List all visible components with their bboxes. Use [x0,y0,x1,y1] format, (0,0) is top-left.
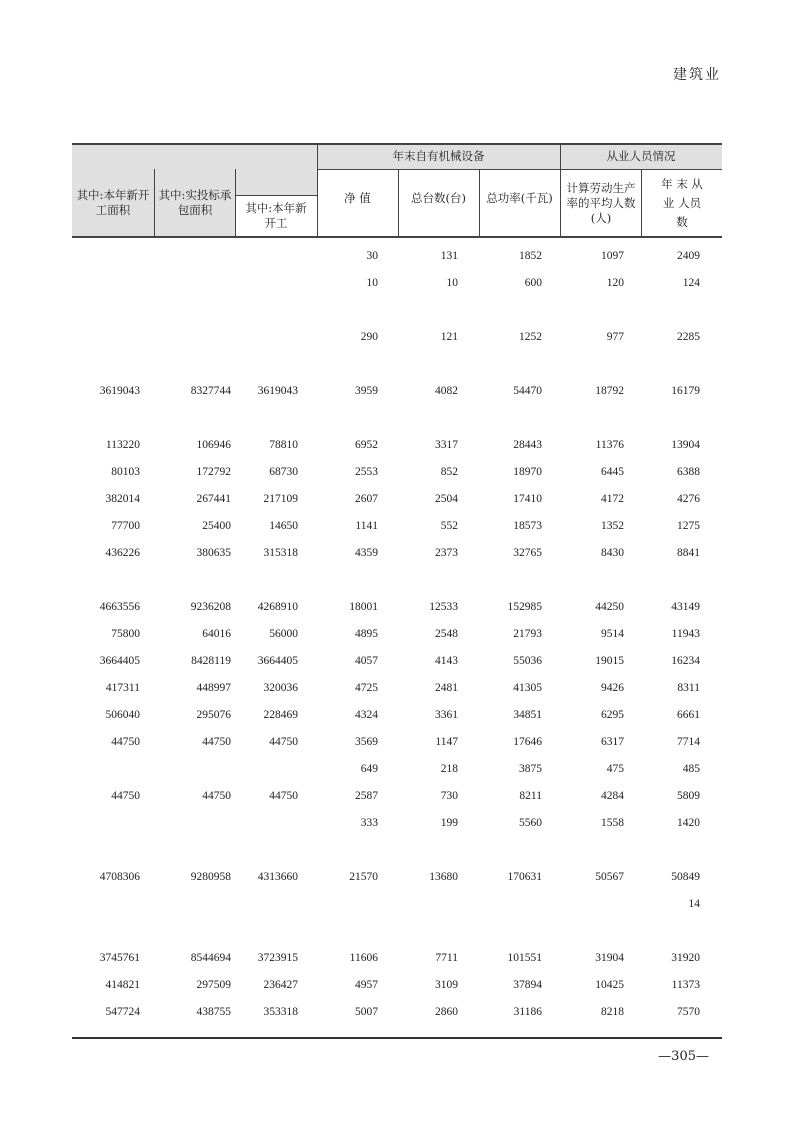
header-rule-sub [235,195,317,196]
table-cell: 5007 [355,1006,378,1018]
table-row [72,331,722,347]
table-row [72,898,722,914]
header-bid-area: 其中:实投标承包面积 [158,188,232,217]
table-cell: 333 [360,817,378,829]
table-cell: 218 [440,763,458,775]
table-cell: 78810 [269,439,298,451]
table-cell: 4276 [677,493,700,505]
table-cell: 21570 [349,871,378,883]
table-row [72,709,722,725]
table-cell: 10425 [595,979,624,991]
table-cell: 2409 [677,250,700,262]
table-cell: 28443 [513,439,542,451]
table-cell: 1352 [601,520,624,532]
table-cell: 3619043 [99,385,140,397]
table-row [72,466,722,482]
table-cell: 11373 [671,979,700,991]
table-row [72,790,722,806]
table-cell: 1097 [601,250,624,262]
table-cell: 267441 [196,493,231,505]
table-cell: 4082 [435,385,458,397]
page-number: —305— [658,1049,709,1064]
table-cell: 11606 [349,952,378,964]
table-cell: 152985 [507,601,542,613]
table-cell: 2481 [435,682,458,694]
table-cell: 485 [682,763,700,775]
table-cell: 13680 [429,871,458,883]
table-cell: 4284 [601,790,624,802]
table-cell: 44750 [202,736,231,748]
section-title: 建筑业 [673,67,721,83]
table-row [72,682,722,698]
header-band-mid [235,169,317,195]
table-cell: 31904 [595,952,624,964]
table-cell: 101551 [507,952,542,964]
header-year-end-staff: 年 末 从 业 人员数 [661,176,703,229]
table-cell: 3745761 [99,952,140,964]
header-new-area: 其中:本年新开工面积 [76,188,150,217]
table-row [72,250,722,266]
table-cell: 6445 [601,466,624,478]
table-cell: 7714 [677,736,700,748]
table-cell: 4313660 [257,871,298,883]
table-row [72,979,722,995]
header-group-equipment: 年末自有机械设备 [392,148,485,163]
table-cell: 236427 [263,979,298,991]
table-cell: 8211 [519,790,542,802]
table-cell: 121 [440,331,458,343]
table-cell: 25400 [202,520,231,532]
table-cell: 34851 [513,709,542,721]
table-cell: 1420 [677,817,700,829]
table-cell: 3361 [435,709,458,721]
table-cell: 417311 [105,682,140,694]
table-cell: 4895 [355,628,378,640]
table-cell: 3619043 [257,385,298,397]
table-cell: 106946 [196,439,231,451]
table-cell: 547724 [105,1006,140,1018]
table-cell: 8430 [601,547,624,559]
table-cell: 17410 [513,493,542,505]
table-cell: 290 [360,331,378,343]
table-cell: 44750 [269,736,298,748]
header-total-power: 总功率(千瓦) [486,190,553,205]
table-cell: 2285 [677,331,700,343]
table-cell: 8544694 [190,952,231,964]
header-vline-7 [641,169,642,237]
table-cell: 2587 [355,790,378,802]
table-cell: 2553 [355,466,378,478]
table-cell: 6952 [355,439,378,451]
table-cell: 217109 [263,493,298,505]
table-cell: 6661 [677,709,700,721]
table-cell: 228469 [263,709,298,721]
table-cell: 4359 [355,547,378,559]
table-cell: 41305 [513,682,542,694]
table-cell: 17646 [513,736,542,748]
table-cell: 1141 [355,520,378,532]
table-cell: 120 [606,277,624,289]
table-cell: 30 [366,250,378,262]
table-cell: 54470 [513,385,542,397]
table-row [72,1006,722,1022]
table-cell: 7570 [677,1006,700,1018]
table-cell: 14650 [269,520,298,532]
table-cell: 18573 [513,520,542,532]
table-cell: 44750 [202,790,231,802]
table-cell: 131 [440,250,458,262]
table-cell: 12533 [429,601,458,613]
table-cell: 4268910 [257,601,298,613]
table-cell: 18001 [349,601,378,613]
table-cell: 295076 [196,709,231,721]
table-cell: 9236208 [190,601,231,613]
table-row [72,817,722,833]
table-cell: 55036 [513,655,542,667]
table-cell: 9514 [601,628,624,640]
table-cell: 852 [440,466,458,478]
table-cell: 11943 [671,628,700,640]
table-cell: 3109 [435,979,458,991]
table-cell: 113220 [105,439,140,451]
table-row [72,628,722,644]
table-row [72,601,722,617]
table-cell: 18792 [595,385,624,397]
table-cell: 4663556 [99,601,140,613]
table-cell: 4708306 [99,871,140,883]
table-cell: 18970 [513,466,542,478]
table-cell: 3959 [355,385,378,397]
table-row [72,493,722,509]
table-header [72,143,722,237]
table-cell: 14 [688,898,700,910]
table-cell: 75800 [111,628,140,640]
table-cell: 10 [366,277,378,289]
table-cell: 2860 [435,1006,458,1018]
table-cell: 50849 [671,871,700,883]
table-cell: 2548 [435,628,458,640]
header-total-units: 总台数(台) [411,190,466,205]
table-cell: 8218 [601,1006,624,1018]
table-cell: 56000 [269,628,298,640]
table-cell: 31186 [513,1006,542,1018]
table-cell: 382014 [105,493,140,505]
table-row [72,547,722,563]
table-row [72,952,722,968]
header-vline-1 [154,169,155,237]
table-row [72,439,722,455]
table-cell: 31920 [671,952,700,964]
table-row [72,871,722,887]
table-cell: 2504 [435,493,458,505]
table-cell: 1852 [519,250,542,262]
table-cell: 436226 [105,547,140,559]
table-cell: 552 [440,520,458,532]
table-cell: 21793 [513,628,542,640]
table-cell: 315318 [263,547,298,559]
header-vline-2 [235,169,236,237]
table-cell: 438755 [196,1006,231,1018]
table-cell: 44750 [111,790,140,802]
table-cell: 9280958 [190,871,231,883]
table-cell: 3875 [519,763,542,775]
table-cell: 297509 [196,979,231,991]
table-cell: 1275 [677,520,700,532]
table-cell: 4057 [355,655,378,667]
table-cell: 2607 [355,493,378,505]
table-cell: 16179 [671,385,700,397]
table-row [72,520,722,536]
table-row [72,385,722,401]
table-cell: 4725 [355,682,378,694]
table-cell: 3569 [355,736,378,748]
table-cell: 8311 [677,682,700,694]
table-cell: 5560 [519,817,542,829]
table-cell: 16234 [671,655,700,667]
table-cell: 353318 [263,1006,298,1018]
header-bid-new: 其中:本年新开工 [245,201,307,230]
table-cell: 380635 [196,547,231,559]
table-cell: 977 [606,331,624,343]
table-cell: 6295 [601,709,624,721]
table-cell: 4143 [435,655,458,667]
table-cell: 170631 [507,871,542,883]
table-cell: 10 [446,277,458,289]
header-avg-staff: 计算劳动生产率的平均人数(人) [566,180,636,225]
table-cell: 11376 [595,439,624,451]
table-bottom-rule [72,1037,722,1039]
table-cell: 44250 [595,601,624,613]
table-cell: 4957 [355,979,378,991]
table-cell: 44750 [111,736,140,748]
table-cell: 32765 [513,547,542,559]
header-rule-bottom [72,236,722,238]
table-cell: 13904 [671,439,700,451]
table-cell: 44750 [269,790,298,802]
table-cell: 3317 [435,439,458,451]
header-group-staff: 从业人员情况 [606,148,676,163]
table-cell: 9426 [601,682,624,694]
table-cell: 50567 [595,871,624,883]
table-cell: 475 [606,763,624,775]
table-cell: 3723915 [257,952,298,964]
table-cell: 124 [682,277,700,289]
table-cell: 3664405 [257,655,298,667]
table-cell: 77700 [111,520,140,532]
table-cell: 5809 [677,790,700,802]
table-cell: 506040 [105,709,140,721]
table-cell: 1252 [519,331,542,343]
table-cell: 8428119 [191,655,231,667]
table-cell: 37894 [513,979,542,991]
table-cell: 3664405 [99,655,140,667]
table-cell: 414821 [105,979,140,991]
table-cell: 600 [524,277,542,289]
table-cell: 8841 [677,547,700,559]
table-row [72,763,722,779]
table-cell: 4172 [601,493,624,505]
table-cell: 68730 [269,466,298,478]
table-cell: 80103 [111,466,140,478]
table-cell: 1147 [435,736,458,748]
table-cell: 2373 [435,547,458,559]
table-cell: 19015 [595,655,624,667]
table-cell: 199 [440,817,458,829]
header-net-value: 净 值 [344,190,371,205]
table-cell: 448997 [196,682,231,694]
table-row [72,655,722,671]
table-cell: 6388 [677,466,700,478]
table-cell: 6317 [601,736,624,748]
table-cell: 7711 [435,952,458,964]
table-cell: 43149 [671,601,700,613]
table-cell: 649 [360,763,378,775]
table-cell: 172792 [196,466,231,478]
table-row [72,736,722,752]
table-cell: 8327744 [190,385,231,397]
table-cell: 320036 [263,682,298,694]
header-rule-group [317,169,722,170]
table-cell: 1558 [601,817,624,829]
table-cell: 64016 [202,628,231,640]
table-cell: 730 [440,790,458,802]
table-cell: 4324 [355,709,378,721]
table-row [72,277,722,293]
